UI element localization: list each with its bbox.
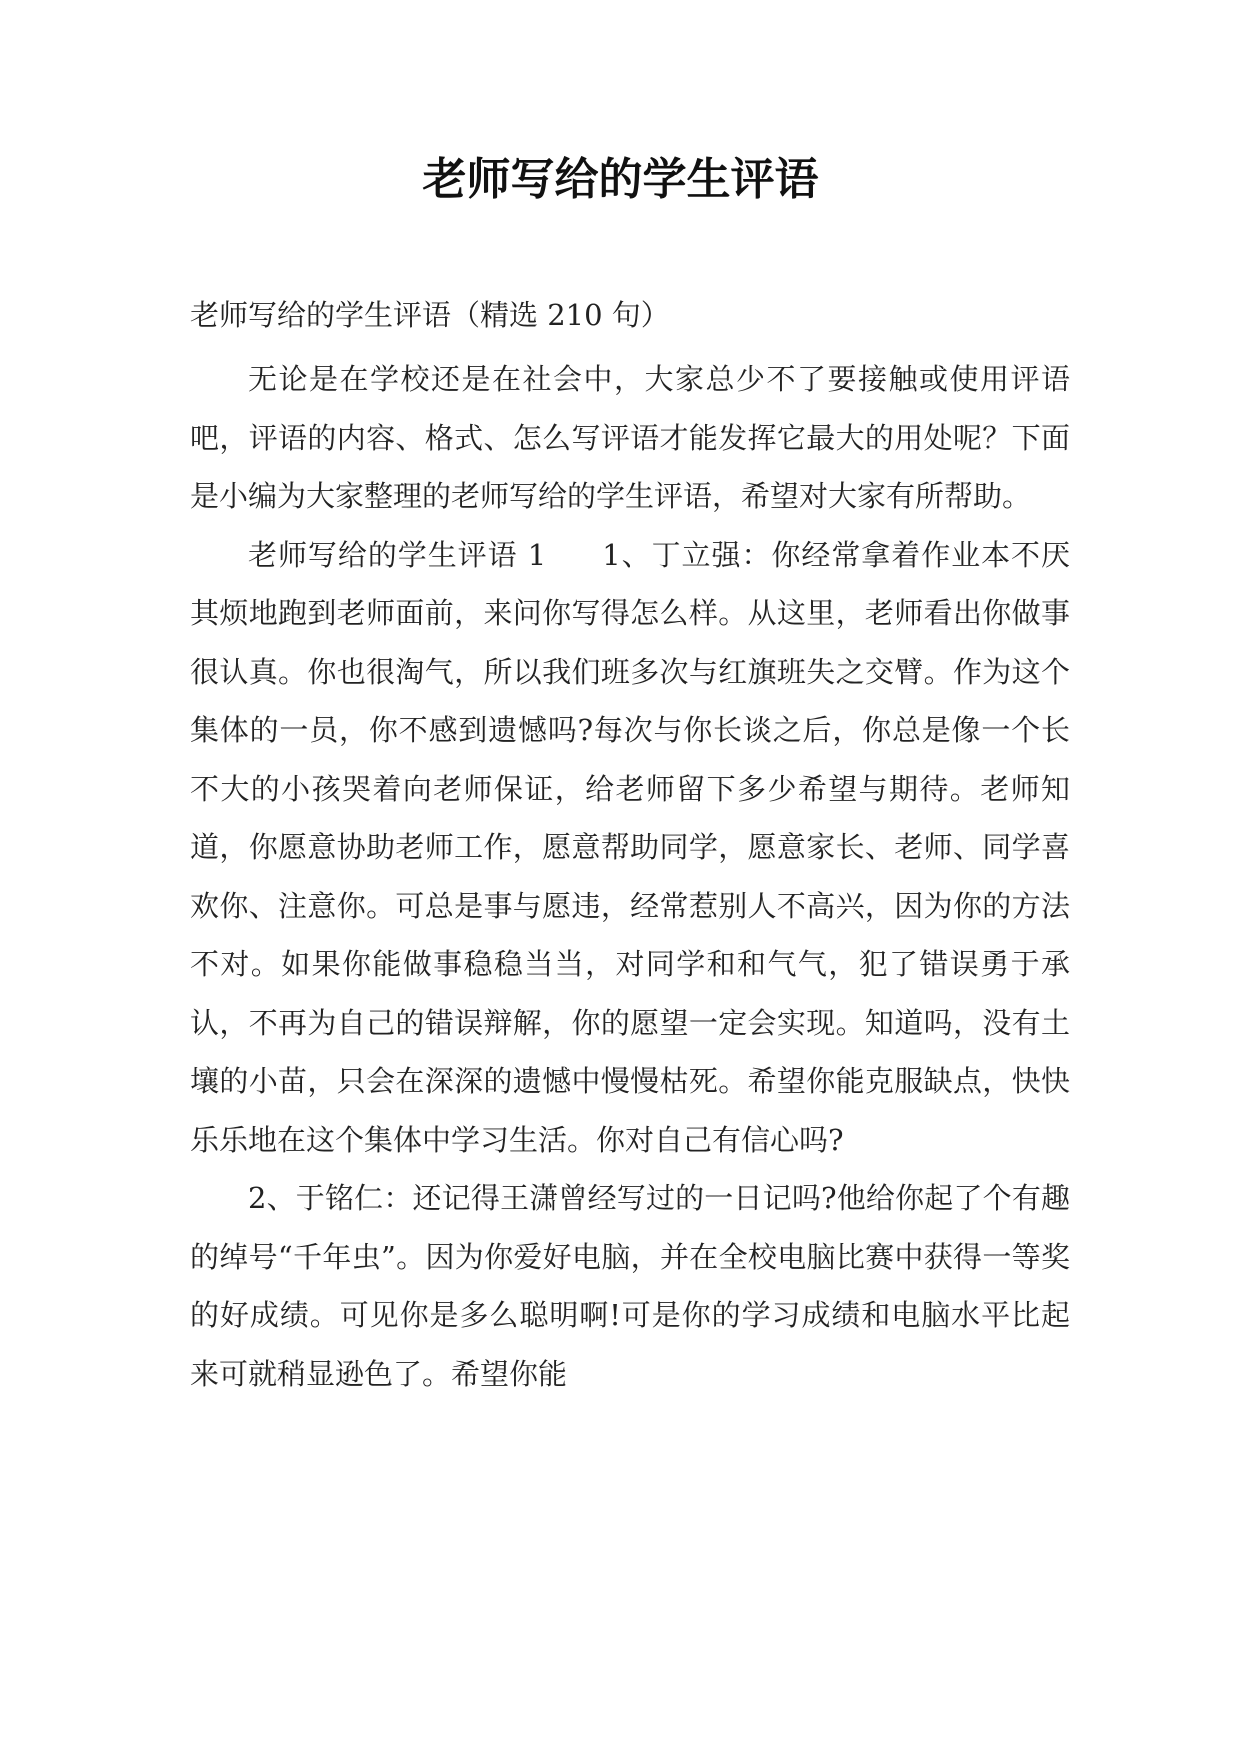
section-heading: 老师写给的学生评语 1 [248, 537, 547, 572]
comment-paragraph-2: 2、于铭仁：还记得王潇曾经写过的一日记吗?他给你起了个有趣的绰号“千年虫”。因为你爱好电脑，并在全校电脑比赛中获得一等奖的好成绩。可见你是多么聪明啊!可是你的学习成绩和电脑水平比起来可就稍显逊色了。希望你能 [190, 1181, 1070, 1391]
document-title: 老师写给的学生评语 [422, 154, 819, 205]
intro-paragraph: 无论是在学校还是在社会中，大家总少不了要接触或使用评语吧，评语的内容、格式、怎么写评语才能发挥它最大的用处呢？下面是小编为大家整理的老师写给的学生评语，希望对大家有所帮助。 [190, 362, 1070, 513]
document-subtitle: 老师写给的学生评语（精选 210 句） [190, 298, 670, 332]
comment-text-1: 1、丁立强：你经常拿着作业本不厌其烦地跑到老师面前，来问你写得怎么样。从这里，老师看出你做事很认真。你也很淘气，所以我们班多次与红旗班失之交臂。作为这个集体的一员，你不感到遗憾吗?每次与你长谈之后，你总是像一个长不大的小孩哭着向老师保证，给老师留下多少希望与期待。老师知道，你愿意协助老师工作，愿意帮助同学，愿意家长、老师、同学喜欢你、注意你。可总是事与愿违，经常惹别人不高兴，因为你的方法不对。如果你能做事稳稳当当，对同学和和气气，犯了错误勇于承认，不再为自己的错误辩解，你的愿望一定会实现。知道吗，没有土壤的小苗，只会在深深的遗憾中慢慢枯死。希望你能克服缺点，快快乐乐地在这个集体中学习生活。你对自己有信心吗? [190, 537, 1071, 1157]
comment-paragraph-1 [190, 526, 1070, 1170]
document-body [190, 350, 1070, 1403]
